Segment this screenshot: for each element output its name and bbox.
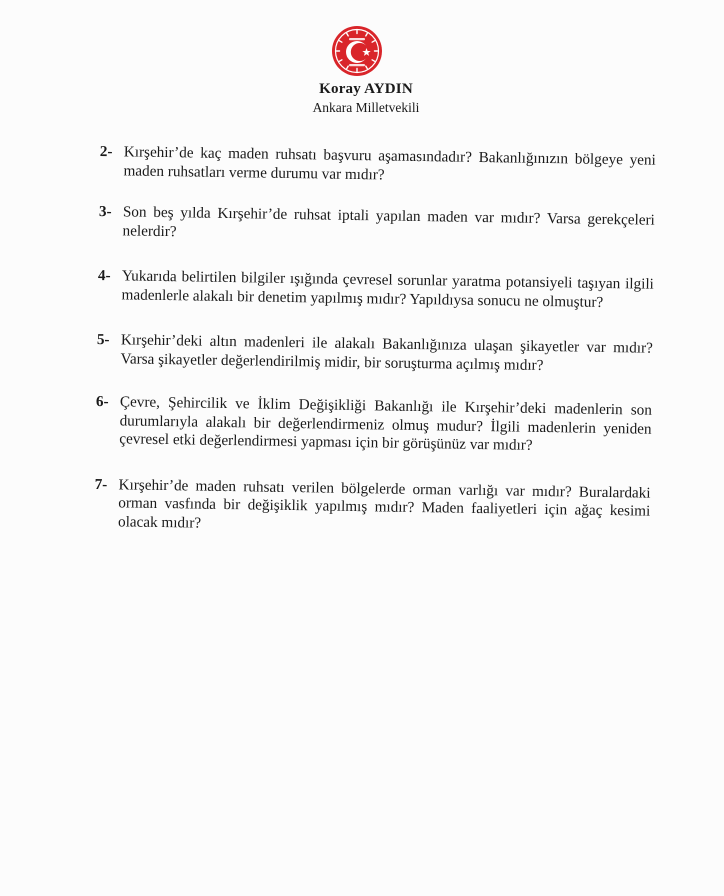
question-text: Son beş yılda Kırşehir’de ruhsat iptali yapılan maden var mıdır? Varsa gerekçeleri nelerdir? — [122, 203, 655, 240]
question-text: Kırşehir’deki altın madenleri ile alakalı Bakanlığınıza ulaşan şikayetler var mıdır? Varsa şikayetler değerlendirilmiş midir, bir soruşturma açılmış mıdır? — [120, 331, 653, 374]
question-item — [97, 267, 654, 313]
author-role: Ankara Milletvekili — [312, 100, 420, 115]
tbmm-seal-icon — [331, 25, 383, 77]
question-number: 3- — [98, 202, 112, 221]
question-text: Yukarıda belirtilen bilgiler ışığında çevresel sorunlar yaratma potansiyeli taşıyan ilgili madenlerle alakalı bir denetim yapılmış mıdır? Yapıldıysa sonucu ne olmuştur? — [121, 267, 654, 311]
question-text: Kırşehir’de maden ruhsatı verilen bölgelerde orman varlığı var mıdır? Buralardaki orman vasfında bir değişiklik yapılmış mıdır? Maden faaliyetleri için ağaç kesimi olacak mıdır? — [117, 475, 651, 532]
author-name: Koray AYDIN — [319, 81, 413, 97]
question-list — [94, 143, 656, 540]
question-item — [96, 331, 653, 377]
question-number: 7- — [94, 475, 108, 493]
question-item — [94, 475, 651, 539]
question-number: 6- — [95, 392, 109, 411]
question-number: 4- — [97, 266, 111, 285]
question-text: Çevre, Şehircilik ve İklim Değişikliği Bakanlığı ile Kırşehir’deki madenlerin son durumlarıyla alakalı bir değerlendirmeniz olmuş mudur? İlgili madenlerin yeniden çevresel etki değerlendirmesi yapması için bir görüşünüz var mıdır? — [119, 393, 653, 454]
question-text: Kırşehir’de kaç maden ruhsatı başvuru aşamasındadır? Bakanlığınızın bölgeye yeni maden ruhsatları verme durumu var mıdır? — [123, 143, 656, 183]
question-item — [98, 203, 655, 249]
question-item — [99, 143, 656, 189]
question-item — [95, 393, 652, 457]
question-number: 2- — [99, 143, 113, 161]
question-number: 5- — [96, 330, 110, 349]
